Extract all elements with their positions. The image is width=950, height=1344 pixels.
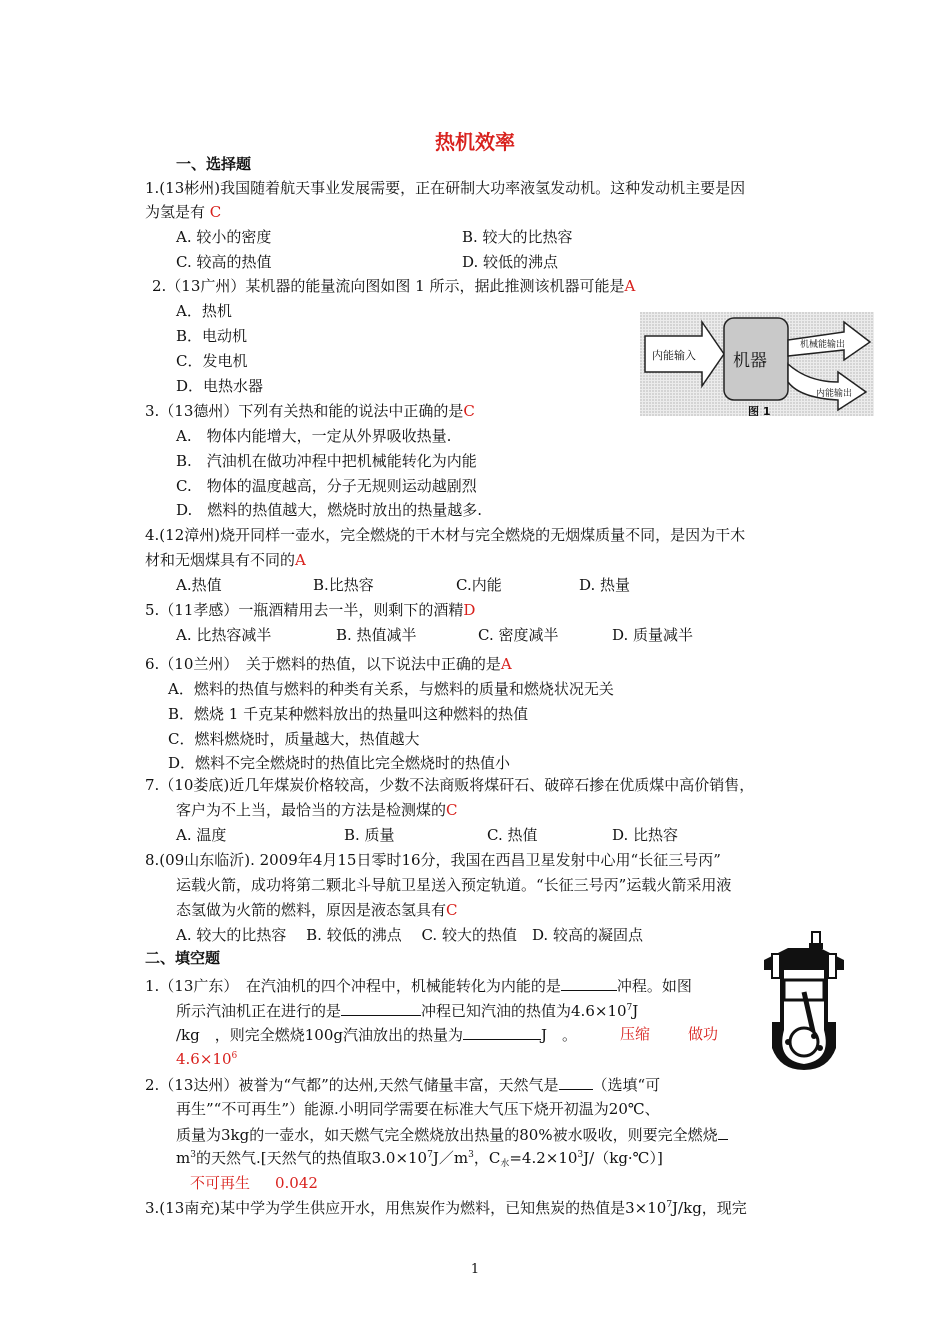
q6-option-c: C．燃料燃烧时，质量越大，热值越大 <box>168 730 420 748</box>
q2-option-b: B．电动机 <box>176 327 248 345</box>
q1-option-c: C. 较高的热值 <box>176 253 272 271</box>
section-choice-heading: 一、选择题 <box>176 155 252 173</box>
q2-option-a: A．热机 <box>176 302 232 320</box>
page-title: 热机效率 <box>435 130 515 154</box>
crank-pin <box>811 1033 817 1039</box>
q2-answer: A <box>624 277 636 295</box>
q2-option-d: D．电热水器 <box>176 377 264 395</box>
q2-option-c: C．发电机 <box>176 352 248 370</box>
q8-options: A. 较大的比热容 B. 较低的沸点 C. 较大的热值 D. 较高的凝固点 <box>176 926 643 944</box>
q4-stem-line2: 材和无烟煤具有不同的A <box>145 551 306 569</box>
q7-option-c: C. 热值 <box>487 826 538 844</box>
f1-blank-2[interactable] <box>341 1000 421 1016</box>
q7-option-d: D. 比热容 <box>612 826 679 844</box>
q7-stem-line1: 7.（10娄底)近几年煤炭价格较高，少数不法商贩将煤矸石、破碎石掺在优质煤中高价销售， <box>145 776 755 794</box>
q8-stem-line1: 8.(09山东临沂). 2009年4月15日零时16分，我国在西昌卫星发射中心用“长征三号丙” <box>145 851 721 869</box>
q6-option-a: A．燃料的热值与燃料的种类有关系，与燃料的质量和燃烧状况无关 <box>168 680 614 698</box>
q8-answer: C <box>446 901 458 919</box>
q5-option-b: B. 热值减半 <box>336 626 417 644</box>
input-label: 内能输入 <box>652 349 696 362</box>
q1-option-b: B. 较大的比热容 <box>462 228 573 246</box>
q5-stem: 5.（11孝感）一瓶酒精用去一半，则剩下的酒精D <box>145 601 476 619</box>
q3-option-a: A. 物体内能增大，一定从外界吸收热量. <box>176 427 452 445</box>
q3-option-c: C. 物体的温度越高，分子无规则运动越剧烈 <box>176 477 477 495</box>
q6-stem: 6.（10兰州） 关于燃料的热值，以下说法中正确的是A <box>145 655 512 673</box>
crankshaft <box>790 1028 818 1056</box>
spark-plug <box>812 932 820 944</box>
f2-blank-1[interactable] <box>559 1074 593 1090</box>
f1-answer-1: 压缩 <box>620 1025 651 1043</box>
f1-answer-2: 做功 <box>688 1025 719 1043</box>
q7-option-b: B. 质量 <box>344 826 395 844</box>
q6-option-d: D．燃料不完全燃烧时的热值比完全燃烧时的热值小 <box>168 754 511 772</box>
f1-blank-1[interactable] <box>561 975 617 991</box>
q4-option-c: C.内能 <box>456 576 502 594</box>
q8-stem-line3: 态氢做为火箭的燃料，原因是液态氢具有C <box>176 901 458 919</box>
q7-option-a: A. 温度 <box>176 826 227 844</box>
q5-option-a: A. 比热容减半 <box>176 626 272 644</box>
f1-answer-3: $4.6\times 10^6$ <box>176 1050 238 1068</box>
f1-line1: 1.（13广东） 在汽油机的四个冲程中，机械能转化为内能的是 冲程。如图 <box>145 977 692 995</box>
f2-line2: 再生”“不可再生”）能源.小明同学需要在标准大气压下烧开初温为20℃、 <box>176 1100 660 1118</box>
f1-blank-3[interactable] <box>463 1024 541 1040</box>
q1-answer: C <box>209 203 222 221</box>
f2-line1: 2.（13达州）被誉为“气都”的达州,天然气储量丰富，天然气是 （选填“可 <box>145 1076 661 1094</box>
q7-stem-line2: 客户为不上当，最恰当的方法是检测煤的C <box>176 801 458 819</box>
q5-answer: D <box>463 601 476 619</box>
q3-answer: C <box>463 402 475 420</box>
q4-stem-line1: 4.(12漳州)烧开同样一壶水，完全燃烧的干木材与完全燃烧的无烟煤质量不同，是因为干木 <box>145 526 746 544</box>
f1-line2: 所示汽油机正在进行的是 冲程已知汽油的热值为$4.6\times 10^7J$ <box>176 1002 639 1020</box>
q6-answer: A <box>500 655 512 673</box>
heat-output-label: 内能输出 <box>816 389 853 399</box>
q3-option-d: D. 燃料的热值越大，燃烧时放出的热量越多. <box>176 501 483 519</box>
q4-option-d: D. 热量 <box>579 576 631 594</box>
q4-option-b: B.比热容 <box>313 576 374 594</box>
crank-bolt-right <box>817 1045 823 1051</box>
q4-answer: A <box>295 551 306 569</box>
f2-answer-1: 不可再生 <box>190 1174 251 1192</box>
crank-bolt-left <box>785 1039 791 1045</box>
q5-option-d: D. 质量减半 <box>612 626 694 644</box>
q7-answer: C <box>446 801 458 819</box>
f2-answer-2: 0.042 <box>275 1174 318 1192</box>
section-fill-heading: 二、填空题 <box>145 949 221 967</box>
q1-option-d: D. 较低的沸点 <box>462 253 559 271</box>
exhaust-valve <box>828 954 836 978</box>
figure-caption: 图 1 <box>748 405 771 416</box>
page-number: 1 <box>470 1262 480 1277</box>
f2-blank-2[interactable] <box>718 1124 728 1140</box>
q4-option-a: A.热值 <box>176 576 222 594</box>
machine-label: 机器 <box>733 351 767 371</box>
q3-option-b: B. 汽油机在做功冲程中把机械能转化为内能 <box>176 452 477 470</box>
q5-option-c: C. 密度减半 <box>478 626 559 644</box>
q1-option-a: A. 较小的密度 <box>176 228 272 246</box>
mechanical-output-label: 机械能输出 <box>800 340 846 350</box>
energy-flow-figure <box>640 312 874 416</box>
f2-line4: $m^3$的天然气.[天然气的热值取$3.0\times 10^7J/m^3$，$C_水=4.2\times 10^3J/(kg\cdot℃)$] <box>176 1149 663 1169</box>
intake-valve <box>772 954 780 978</box>
f3-line1: 3.(13南充)某中学为学生供应开水，用焦炭作为燃料，已知焦炭的热值是$3\times 10^7J/kg$，现完 <box>145 1199 747 1217</box>
q2-stem: 2.（13广州）某机器的能量流向图如图 1 所示，据此推测该机器可能是A <box>152 277 636 295</box>
q6-option-b: B．燃烧 1 千克某种燃料放出的热量叫这种燃料的热值 <box>168 705 529 723</box>
engine-figure <box>758 930 850 1070</box>
q8-stem-line2: 运载火箭，成功将第二颗北斗导航卫星送入预定轨道。“长征三号丙”运载火箭采用液 <box>176 876 732 894</box>
f1-line3: /kg ，则完全燃烧100g汽油放出的热量为 J 。 <box>176 1026 577 1044</box>
q3-stem: 3.（13德州）下列有关热和能的说法中正确的是C <box>145 402 475 420</box>
q1-stem-line2: 为氢是有 C <box>145 203 222 221</box>
q1-stem-line1: 1.(13彬州)我国随着航天事业发展需要，正在研制大功率液氢发动机。这种发动机主要是因 <box>145 179 746 197</box>
f2-line3: 质量为3kg的一壶水，如天燃气完全燃烧放出热量的80%被水吸收，则要完全燃烧 <box>176 1124 728 1145</box>
